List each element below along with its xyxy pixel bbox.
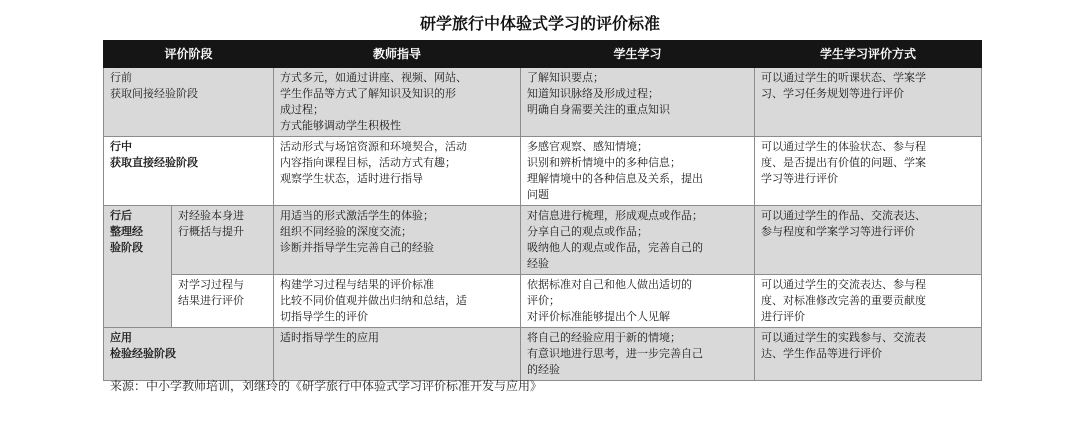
- text-line: 度、是否提出有价值的问题、学案: [761, 156, 927, 169]
- table-title: 研学旅行中体验式学习的评价标准: [419, 14, 660, 33]
- header-teacher: 教师指导: [274, 41, 521, 68]
- text-line: 可以通过学生的实践参与、交流表: [761, 331, 927, 344]
- text-line: 参与程度和学案学习等进行评价: [761, 225, 916, 238]
- row-pre-trip: [104, 68, 982, 137]
- text-line: 理解情境中的各种信息及关系，提出: [527, 172, 704, 185]
- text-line: 适时指导学生的应用: [280, 331, 380, 344]
- student-cell: [521, 68, 755, 137]
- teacher-cell: [274, 137, 521, 206]
- text-line: 比较不同价值观并做出归纳和总结，适: [280, 294, 468, 307]
- text-line: 切指导学生的评价: [280, 310, 369, 323]
- text-line: 方式能够调动学生积极性: [280, 119, 402, 132]
- student-cell: [521, 206, 755, 275]
- substage-cell: [172, 275, 274, 328]
- text-line: 有意识地进行思考，进一步完善自己: [527, 347, 704, 360]
- header-stage: 评价阶段: [104, 41, 274, 68]
- eval-cell: [755, 328, 982, 381]
- row-during-trip: [104, 137, 982, 206]
- text-line: 的经验: [527, 363, 561, 376]
- teacher-cell: [274, 275, 521, 328]
- text-line: 可以通过学生的作品、交流表达、: [761, 209, 927, 222]
- substage-line: 行概括与提升: [178, 225, 244, 238]
- substage-line: 结果进行评价: [178, 294, 244, 307]
- text-line: 问题: [527, 188, 550, 201]
- text-line: 知道知识脉络及形成过程；: [527, 87, 660, 100]
- teacher-cell: [274, 206, 521, 275]
- eval-cell: [755, 68, 982, 137]
- stage-line: 行前: [110, 71, 132, 84]
- text-line: 经验: [527, 257, 550, 270]
- source-note: 来源：中小学教师培训，刘继玲的《研学旅行中体验式学习评价标准开发与应用》: [110, 379, 543, 393]
- eval-cell: [755, 275, 982, 328]
- text-line: 可以通过学生的体验状态、参与程: [761, 140, 927, 153]
- stage-line: 获取间接经验阶段: [110, 87, 198, 100]
- text-line: 习、学习任务规划等进行评价: [761, 87, 905, 100]
- text-line: 评价；: [527, 294, 561, 307]
- text-line: 识别和辨析情境中的多种信息；: [527, 156, 682, 169]
- substage-line: 对学习过程与: [178, 278, 244, 291]
- text-line: 达、学生作品等进行评价: [761, 347, 883, 360]
- stage-line: 获取直接经验阶段: [110, 156, 198, 169]
- substage-line: 对经验本身进: [178, 209, 244, 222]
- stage-line: 检验经验阶段: [110, 347, 176, 360]
- stage-cell: [104, 68, 274, 137]
- header-student: 学生学习: [521, 41, 755, 68]
- student-cell: [521, 137, 755, 206]
- text-line: 学生作品等方式了解知识及知识的形: [280, 87, 457, 100]
- row-application: [104, 328, 982, 381]
- eval-cell: [755, 137, 982, 206]
- evaluation-table: [103, 40, 982, 381]
- teacher-cell: [274, 68, 521, 137]
- header-eval: 学生学习评价方式: [755, 41, 982, 68]
- text-line: 分享自己的观点或作品；: [527, 225, 649, 238]
- text-line: 内容指向课程目标，活动方式有趣；: [280, 156, 457, 169]
- text-line: 了解知识要点；: [527, 71, 605, 84]
- stage-cell: [104, 206, 172, 328]
- text-line: 诊断并指导学生完善自己的经验: [280, 241, 435, 254]
- student-cell: [521, 328, 755, 381]
- text-line: 观察学生状态，适时进行指导: [280, 172, 424, 185]
- text-line: 明确自身需要关注的重点知识: [527, 103, 671, 116]
- text-line: 进行评价: [761, 310, 806, 323]
- stage-line: 行中: [110, 140, 132, 153]
- text-line: 依据标准对自己和他人做出适切的: [527, 278, 693, 291]
- text-line: 度、对标准修改完善的重要贡献度: [761, 294, 927, 307]
- text-line: 对信息进行梳理，形成观点或作品；: [527, 209, 704, 222]
- stage-cell: [104, 137, 274, 206]
- text-line: 用适当的形式激活学生的体验；: [280, 209, 435, 222]
- substage-cell: [172, 206, 274, 275]
- teacher-cell: [274, 328, 521, 381]
- text-line: 活动形式与场馆资源和环境契合，活动: [280, 140, 468, 153]
- text-line: 将自己的经验应用于新的情境；: [527, 331, 682, 344]
- stage-line: 应用: [110, 331, 132, 344]
- text-line: 学习等进行评价: [761, 172, 839, 185]
- student-cell: [521, 275, 755, 328]
- header-row: [104, 41, 982, 68]
- text-line: 可以通过学生的听课状态、学案学: [761, 71, 927, 84]
- text-line: 成过程；: [280, 103, 325, 116]
- row-post-trip-summary: [104, 206, 982, 275]
- text-line: 构建学习过程与结果的评价标准: [280, 278, 435, 291]
- eval-cell: [755, 206, 982, 275]
- text-line: 多感官观察、感知情境；: [527, 140, 649, 153]
- stage-line: 行后: [110, 209, 132, 222]
- text-line: 方式多元，如通过讲座、视频、网站、: [280, 71, 468, 84]
- stage-line: 整理经: [110, 225, 143, 238]
- row-post-trip-evaluate: [104, 275, 982, 328]
- text-line: 可以通过学生的交流表达、参与程: [761, 278, 927, 291]
- text-line: 对评价标准能够提出个人见解: [527, 310, 671, 323]
- text-line: 吸纳他人的观点或作品，完善自己的: [527, 241, 704, 254]
- text-line: 组织不同经验的深度交流；: [280, 225, 413, 238]
- stage-cell: [104, 328, 274, 381]
- stage-line: 验阶段: [110, 241, 143, 254]
